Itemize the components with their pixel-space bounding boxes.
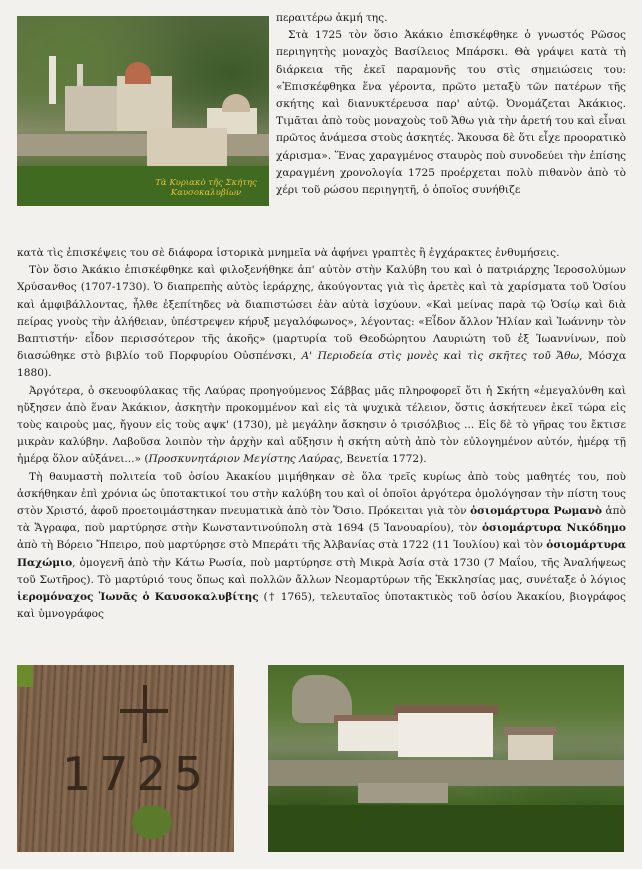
- moss: [132, 805, 172, 839]
- citation-title: Α' Περιοδεία στὶς μονὲς καὶ τὶς σκῆτες τοῦ Ἄθω: [301, 350, 580, 363]
- martyr-name: ὁσιομάρτυρα Νικόδημο: [481, 522, 627, 535]
- full-width-text: [17, 245, 626, 623]
- text-run: Τὸν ὅσιο Ἀκάκιο ἐπισκέφθηκε καὶ φιλοξενήθηκε ἀπ' αὐτὸν στὴν Καλύβη του καὶ ὁ πατριάρχης Ἱεροσολύμων Χρύσανθος (1707-1730). Ὁ διαπρεπὴς αὐτὸς ἱεράρχης, ἀκούγοντας γιὰ τὶς ἀρετὲς καὶ τὰ χαρίσματα τοῦ Ὁσίου καὶ ἀμφιβάλλοντας, ἦλθε ἐξεπίτηδες νὰ διαπιστώσει ἐὰν αὐτὰ ἰσχύουν. «Καὶ μείνας παρὰ τῷ Ὁσίῳ καὶ διὰ πείρας γνοὺς τὴν ἀλήθειαν, ὑπέστρεψεν κήρυξ μεγαλόφωνος», λέγοντας: «Εἶδον ἄλλον Ἠλίαν καὶ Ἰωάννην τὸν Βαπτιστήν· εἶδον περισσότερον τῆς ἀκοῆς» (μαρτυρία τοῦ Θεοδώρητου Λαυριώτη τοῦ ἐξ Ἰωαννίνων, ποὺ διασώθηκε στὸ βιβλίο τοῦ Πορφυρίου Οὐσπένσκι,: [17, 264, 626, 363]
- monastery-photo: [17, 16, 269, 206]
- paragraph: κατὰ τὶς ἐπισκέψεις του σὲ διάφορα ἱστορικὰ μνημεῖα νὰ ἀφήνει γραπτὲς ἢ ἐγχάρακτες ἐνθυμήσεις.: [17, 247, 560, 259]
- bell-tower: [49, 56, 56, 104]
- text-run: Τὴ θαυμαστὴ πολιτεία τοῦ ὁσίου Ἀκακίου μιμήθηκαν σὲ ὅλα τρεῖς κυρίως ἀπὸ τοὺς μαθητές του, ποὺ ἀσκήθηκαν ἐπὶ χρόνια ὡς ὑποτακτικοί του στὴν καλύβη του καὶ οἱ ὁποῖοι ἀργότερα ὁμολόγησαν τὴν πίστη τους στὸν Χριστό, ἀφοῦ προετοιμάστηκαν πνευματικὰ ἀπὸ τὸν Ὅσιο. Πρόκειται γιὰ τὸν: [17, 470, 626, 518]
- building: [398, 713, 493, 757]
- martyr-name: ὁσιομάρτυρα Ρωμανὸ: [470, 505, 602, 518]
- paragraph: Στὰ 1725 τὸν ὅσιο Ἀκάκιο ἐπισκέφθηκε ὁ γνωστός Ρῶσος περιηγητὴς μοναχὸς Βασίλειος Μπάρσκι. Θὰ γράψει κατὰ τὴ διάρκεια τῆς ἐκεῖ παραμονῆς του στὶς σημειώσεις του: «Ἐπισκέφθηκα ἕνα γέροντα, πρῶτο μεταξὺ τῶν πατέρων τῆς σκήτης καὶ διανυκτέρευσα παρ' αὐτῷ. Ὀνομάζεται Ἀκάκιος. Τιμᾶται ἀπὸ τοὺς μοναχοὺς τοῦ Ἄθω γιὰ τὴν ἀρετή του καὶ εἶναι πρῶτος ἀνάμεσα στοὺς ἀσκητές. Ἄκουσα δὲ ὅτι εἶχε προορατικὸ χάρισμα». Ἕνας χαραγμένος σταυρὸς ποὺ συνοδεύει τὴν ἐπίσης χαραγμένη χρονολογία 1725 προέρχεται πολὺ πιθανὸν ἀπὸ τὸ χέρι τοῦ ρώσου περιηγητῆ, ὁ ὁποῖος συνήθιζε: [276, 29, 626, 197]
- building: [338, 721, 398, 751]
- church-building: [117, 76, 172, 131]
- citation-title: Προσκυνητάριον Μεγίστης Λαύρας: [148, 453, 340, 466]
- text-run: († 1765), τελευταῖος ὑποτακτικὸς τοῦ ὁσίου Ἀκακίου, βιογράφος καὶ ὑμνογράφος: [17, 591, 626, 621]
- author-name: ἱερομόναχος Ἰωνᾶς ὁ Καυσοκαλυβίτης: [17, 591, 259, 604]
- hillside-kelli-photo: [268, 665, 624, 852]
- church-dome: [125, 62, 151, 84]
- church-dome: [222, 94, 250, 112]
- text-run: ἀπὸ τὰ Ἄγραφα, ποὺ μαρτύρησε στὴν Κωνσταντινούπολη στὰ 1694 (5 Ἰανουαρίου), τὸν: [17, 505, 626, 535]
- paragraph: [17, 262, 626, 382]
- paragraph: [17, 469, 626, 624]
- carved-cross-icon: [143, 685, 147, 743]
- trees: [268, 805, 624, 852]
- paragraph: [17, 383, 626, 469]
- text-run: , Μόσχα 1880).: [17, 350, 626, 380]
- photo-caption: Τὰ Κυριακὸ τῆς Σκήτης Καυσοκαλυβίων: [155, 178, 257, 198]
- carved-wood-photo: [17, 665, 234, 852]
- text-run: ἀπὸ τὴ Βόρειο Ἤπειρο, ποὺ μαρτύρησε στὸ Μπεράτι τῆς Ἀλβανίας στὰ 1722 (11 Ἰουλίου) καὶ τὸν: [17, 539, 547, 552]
- leaf: [17, 665, 33, 687]
- text-run: , Βενετία 1772).: [339, 453, 427, 466]
- stone-wall: [17, 134, 269, 156]
- carved-year: 1725: [62, 747, 212, 801]
- building: [147, 128, 227, 168]
- cliff: [358, 783, 448, 803]
- text-run: Ἀργότερα, ὁ σκευοφύλακας τῆς Λαύρας προηγούμενος Σάββας μᾶς πληροφορεῖ ὅτι ἡ Σκήτη «ἐμεγαλύνθη καὶ ηὔξησεν ἀπὸ ἕναν Ἀκάκιον, ἀσκητὴν προκομμένον καὶ εἰς τὰ ψυχικὰ τέλειον, ὅστις ἀσκήτευεν ἐκεῖ τώρα εἰς τοὺς καιροὺς μας, ἤγουν εἰς τοὺς αψκ' (1730), μὲ μεγάλην ἄσκησιν ὁ τρισόλβιος ... Εἰς δὲ τὸ γῆρας του ἔκτισε μικρὰν καλύβην. Λαβοῦσα λοιπὸν τὴν ἀρχὴν καὶ αὔξησιν ἡ σκήτη αὐτὴ ἀπὸ τὸν εὐλογημένον αὐτόν, ἡμέρᾳ τῇ ἡμέρᾳ ὅλον αὐξάνει...» (: [17, 384, 626, 466]
- text-run: , ὁμογενῆ ἀπὸ τὴν Κάτω Ρωσία, ποὺ μαρτύρησε στὴ Μικρὰ Ἀσία στὰ 1730 (7 Μαΐου, τῆς Ἀναλήψεως τοῦ Σωτῆρος). Τὸ μαρτύριό τους ὅπως καὶ πολλῶν ἄλλων Νεομαρτύρων τῆς Ἐκκλησίας μας, συνέταξε ὁ λόγιος: [17, 556, 626, 586]
- right-column-text: [276, 10, 626, 199]
- martyr-name: ὁσιομάρτυρα Παχώμιο: [17, 539, 626, 569]
- carved-cross-icon: [120, 709, 168, 713]
- paragraph: περαιτέρω ἀκμή της.: [276, 12, 388, 24]
